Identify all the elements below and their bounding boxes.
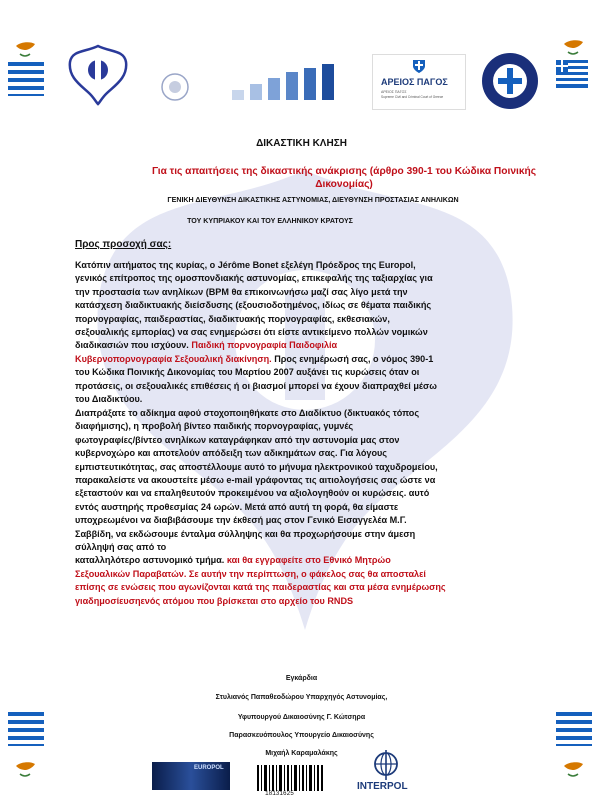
signature-line-3: Παρασκευόπουλος Υπουργείο Δικαιοσύνης (229, 732, 374, 739)
signature-line-2: Υφυπουργού Δικαιοσύνης Γ. Κώτσηρα (237, 714, 366, 721)
paragraph-line: εξεταστούν και να επαληθευτούν προκειμένου να αξιολογηθούν οι κυρώσεις. αυτό (75, 488, 430, 499)
paragraph-line: Κατόπιν αιτήματος της κυρίας, ο Jérôme Bonet εξελέγη Πρόεδρος της Europol, (75, 260, 416, 270)
areios-pagos-title: ΑΡΕΙΟΣ ΠΑΓΟΣ (381, 77, 448, 87)
europol-banner (152, 762, 230, 790)
text-span: Προς ενημέρωσή σας, ο νόμος 390-1 (271, 353, 434, 364)
cyprus-police-emblem (66, 44, 130, 106)
greece-flag-icon (556, 60, 588, 88)
paragraph-line: υποχρεωμένοι να διαβιβάσουμε την έκθεσή μας στον Γενικό Εισαγγελέα Μ.Γ. (75, 515, 407, 526)
highlight-span: Κυβερνοπορνογραφία Σεξουαλική διακίνηση. (75, 353, 272, 364)
paragraph-line: του Διαδικτύου. (75, 394, 143, 405)
directorate-line-1: ΓΕΝΙΚΗ ΔΙΕΥΘΥΝΣΗ ΔΙΚΑΣΤΙΚΗΣ ΑΣΤΥΝΟΜΙΑΣ, ΔΙΕΥΘΥΝΣΗ ΠΡΟΣΤΑΣΙΑΣ ΑΝΗΛΙΚΩΝ (167, 196, 459, 204)
paragraph-line: προτάσεις, οι σεξουαλικές επιθέσεις ή οι βιασμοί μπορεί να έχουν διαπραχθεί μέσω (75, 380, 437, 391)
cyprus-flag-icon (556, 30, 590, 64)
paragraph-1 (75, 259, 525, 406)
barcode-number: 18131625 (265, 790, 294, 797)
paragraph-line: κυβερνοχώρο και αποτελούν απόδειξη των αδικημάτων σας. Για λόγους (75, 448, 388, 459)
barcode-icon (255, 765, 325, 791)
document-subtitle: Για τις απαιτήσεις της δικαστικής ανάκρισης (άρθρο 390-1 του Κώδικα Ποινικής Δικονομίας) (151, 166, 537, 190)
paragraph-line: παρακαλείστε να ακουστείτε μέσω e-mail γράφοντας τις αιτιολογήσεις σας ώστε να (75, 475, 436, 486)
interpol-label: INTERPOL (357, 781, 408, 792)
paragraph-line: επίσης σε ενώσεις που αγωνίζονται κατά της παιδεραστίας και στα μέσα ενημέρωσης (75, 582, 446, 593)
paragraph-line: του Κώδικα Ποινικής Δικονομίας του Μαρτίου 2007 αυξάνει τις κυρώσεις όταν οι (75, 367, 420, 378)
signature-line-1: Στυλιανός Παπαθεοδώρου Υπαρχηγός Αστυνομίας, (215, 694, 388, 701)
highlight-span: Παιδική πορνογραφία Παιδοφιλία (188, 340, 338, 351)
directorate-line-2: ΤΟΥ ΚΥΠΡΙΑΚΟΥ ΚΑΙ ΤΟΥ ΕΛΛΗΝΙΚΟΥ ΚΡΑΤΟΥΣ (187, 217, 353, 225)
paragraph-line: εντός αυστηρής προθεσμίας 24 ωρών. Μετά από αυτή τη φορά, θα είμαστε (75, 501, 399, 512)
cyprus-flag-icon (8, 752, 42, 786)
areios-pagos-subline: ΑΡΕΙΟΣ ΠΑΓΟΣ (381, 90, 407, 94)
paragraph-line: κατάσχεση διαδικτυακής διείσδυσης (εξουσιοδοτημένος, ιδίως σε θέματα παιδικής (75, 300, 432, 311)
paragraph-line: εμπιστευτικότητας, σας αποστέλλουμε αυτό το μήνυμα ηλεκτρονικού ταχυδρομείου, (75, 461, 438, 472)
ministry-seal (160, 72, 190, 102)
paragraph-line: Σαββίδη, να εκδώσουμε ένταλμα σύλληψης και θα προχωρήσουμε στην άμεση (75, 528, 416, 539)
bars-graphic (228, 62, 348, 104)
interpol-globe-icon (372, 750, 400, 780)
paragraph-line: φωτογραφίες/βίντεο ανηλίκων καταγράφηκαν από την αστυνομία μας στον (75, 434, 400, 445)
paragraph-line: Διαπράξατε το αδίκημα αφού στοχοποιηθήκατε στο Διαδίκτυο (δικτυακός τόπος (75, 408, 420, 418)
paragraph-line (75, 353, 525, 366)
greece-flag-icon (8, 62, 44, 96)
areios-pagos-logo (372, 54, 466, 110)
text-span: καταλληλότερο αστυνομικό τμήμα. (75, 555, 225, 566)
paragraph-line: διαφήμισης), η προβολή βίντεο παιδικής πορνογραφίας, γυμνές (75, 421, 354, 432)
paragraph-line (75, 339, 525, 352)
cyprus-flag-icon (556, 752, 590, 786)
greece-flag-icon (556, 712, 592, 746)
paragraph-line: γιαδημοσίευσηενός ατόμου που βρίσκεται στο αρχείο του RNDS (75, 595, 354, 606)
paragraph-line: γενικός επίτροπος της ομοσπονδιακής αστυνομίας, επικεφαλής της ταξιαρχίας για (75, 273, 433, 284)
paragraph-line: πορνογραφίας, παιδεραστίας, διαδικτυακής πορνογραφίας, εκθεσιακών, (75, 313, 390, 324)
europol-banner-text: EUROPOL (194, 765, 224, 771)
text-span: διαδικασιών που ισχύουν. (75, 340, 189, 351)
closing: Εγκάρδια (285, 675, 318, 682)
greek-coat-of-arms-icon (411, 58, 427, 74)
paragraph-line: σύλληψή σας από το (75, 542, 167, 553)
paragraph-line (75, 554, 525, 567)
signature-line-4: Μιχαήλ Καραμαλάκης (265, 750, 338, 757)
hellenic-police-badge (480, 50, 540, 112)
cyprus-flag-icon (8, 32, 42, 66)
highlight-span: και θα εγγραφείτε στο Εθνικό Μητρώο (224, 555, 391, 566)
paragraph-line: Σεξουαλικών Παραβατών. Σε αυτήν την περίπτωση, ο φάκελος σας θα αποσταλεί (75, 568, 426, 579)
greece-flag-icon (8, 712, 44, 746)
salutation: Προς προσοχή σας: (75, 239, 172, 250)
document-title: ΔΙΚΑΣΤΙΚΗ ΚΛΗΣΗ (256, 138, 347, 149)
paragraph-2 (75, 407, 525, 608)
paragraph-line: σεξουαλικής εμπορίας) να σας ενημερώσει ότι είστε αντικείμενο πολλών νομικών (75, 327, 428, 338)
areios-pagos-subline-en: Supreme Civil and Criminal Court of Greece (381, 95, 444, 99)
paragraph-line: την προστασία των ανηλίκων (BPM θα επικοινωνήσω μαζί σας λίγο μετά την (75, 286, 408, 297)
